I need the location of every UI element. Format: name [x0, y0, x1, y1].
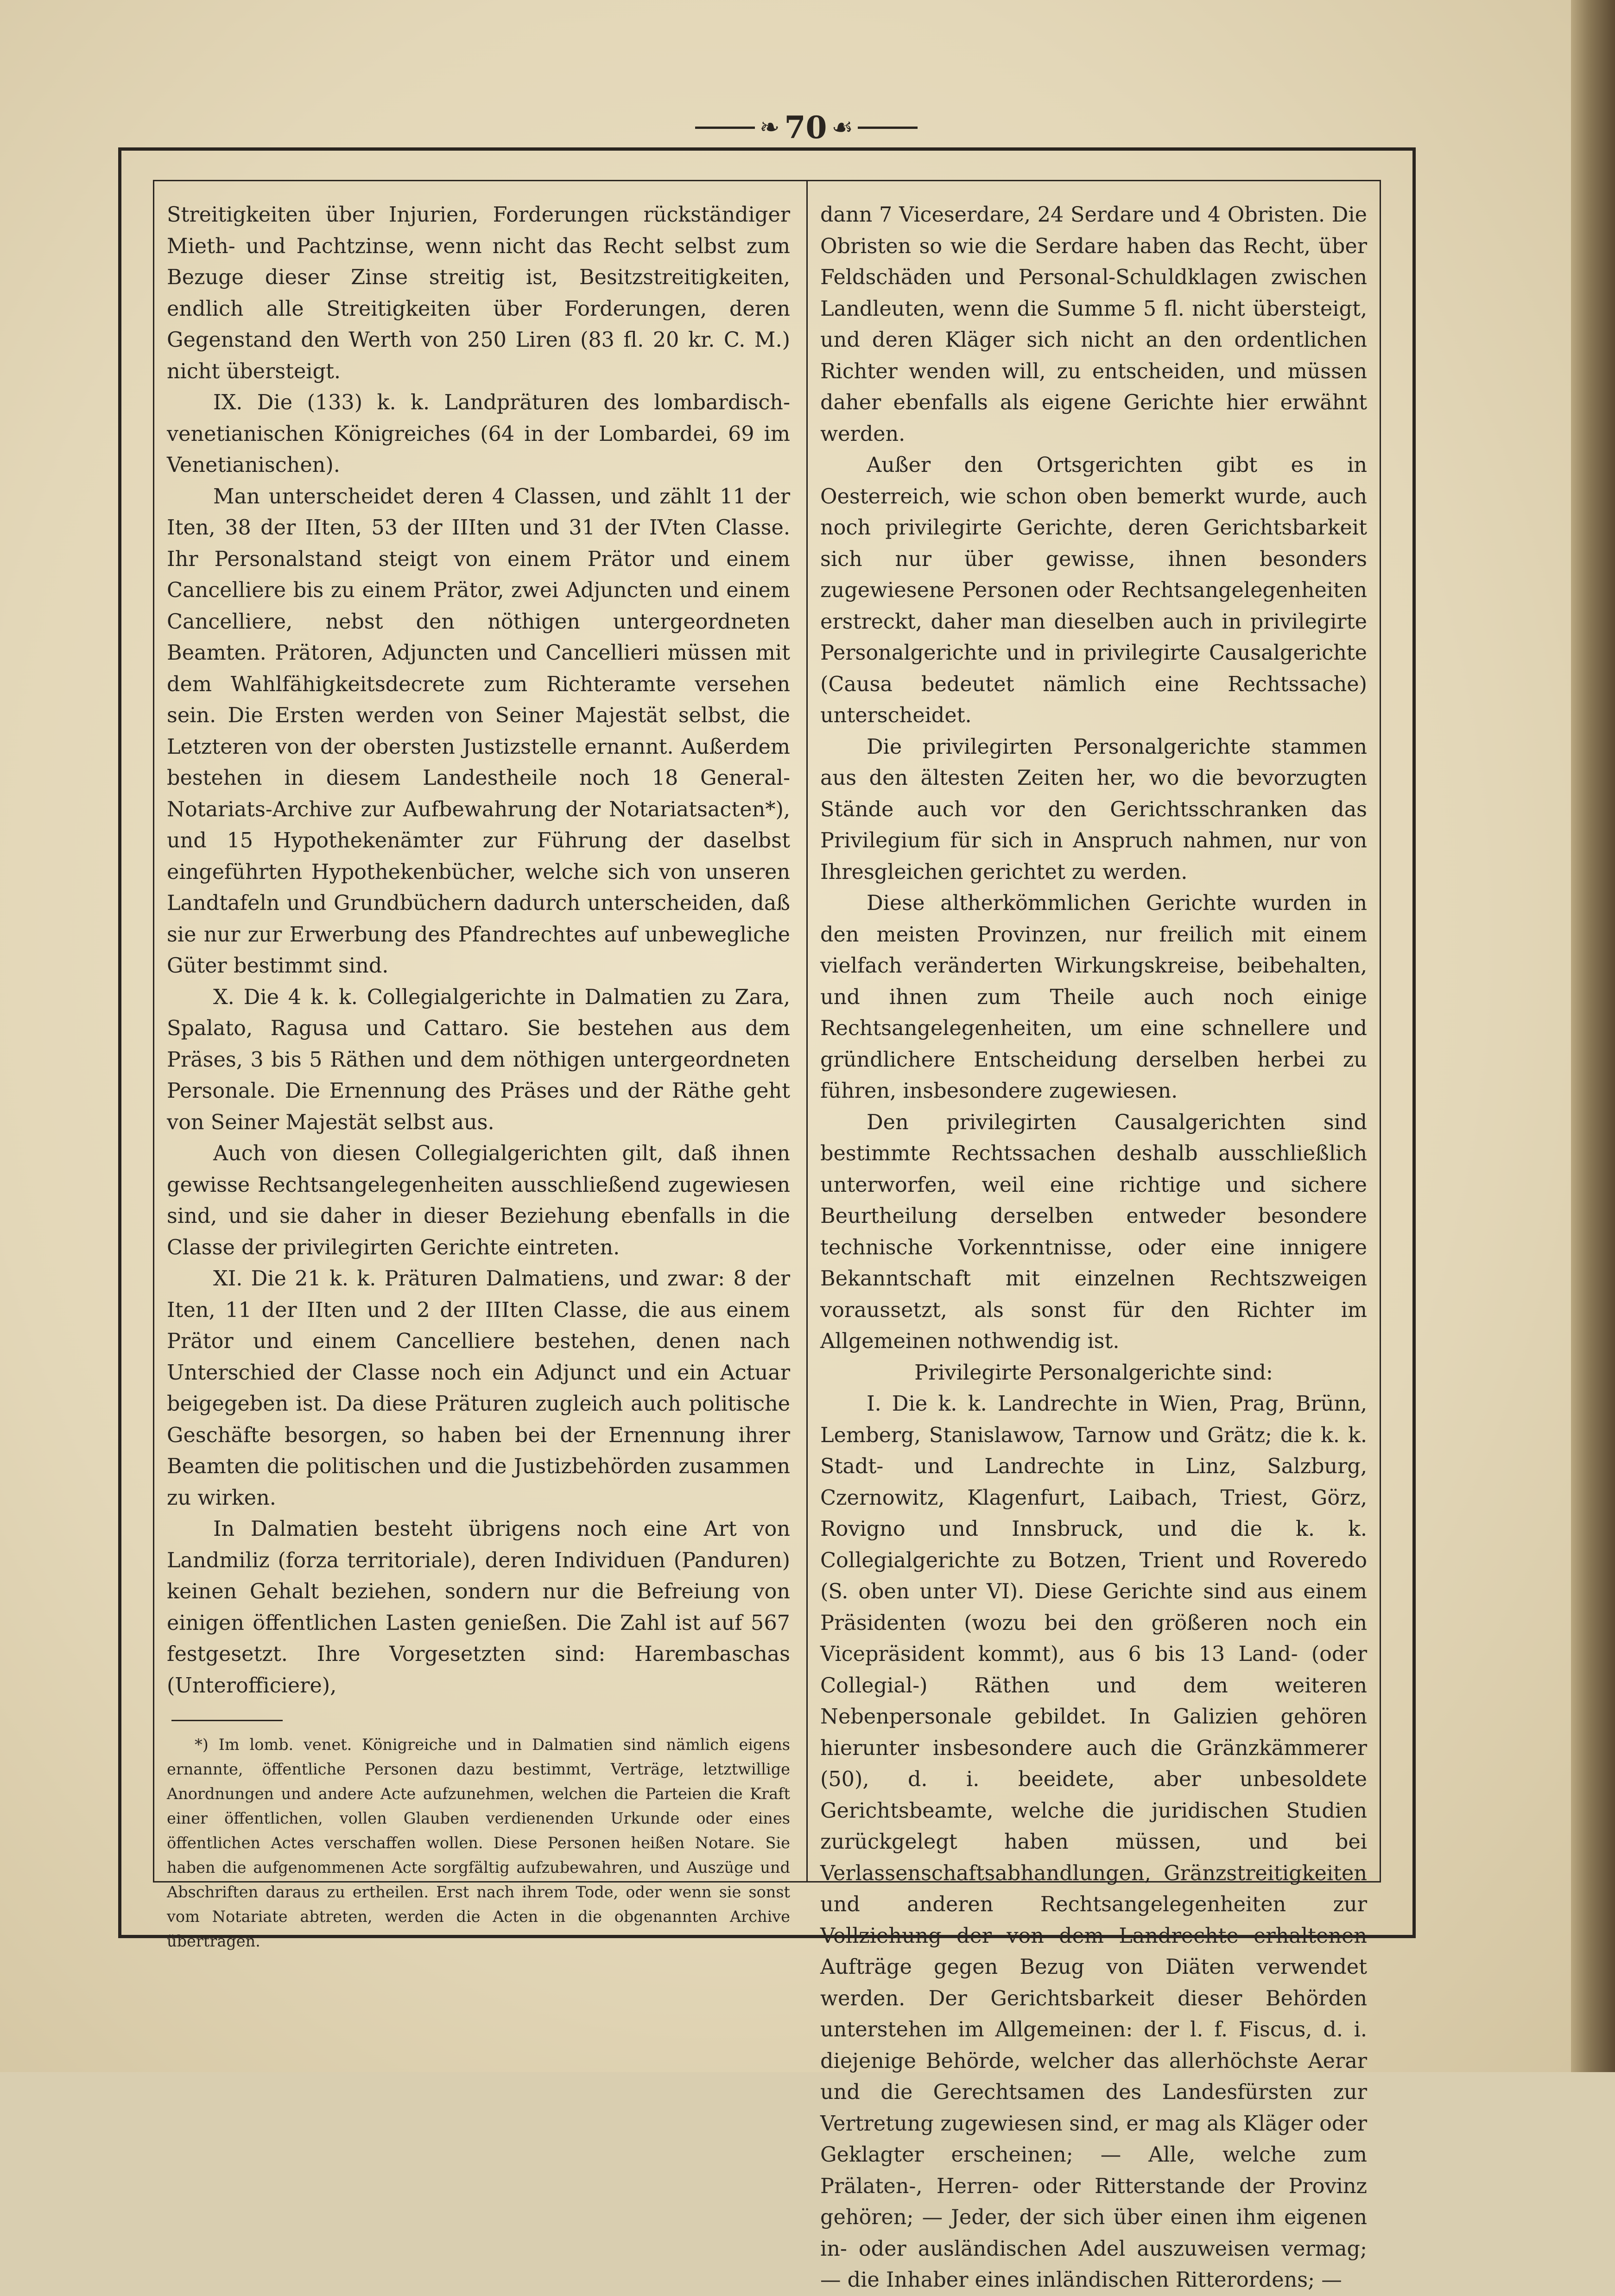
footnote [167, 1732, 790, 1953]
ornament-left-icon: ❧ [759, 114, 780, 141]
page-number: 70 [784, 109, 827, 146]
paragraph: dann 7 Viceserdare, 24 Serdare und 4 Obristen. Die Obristen so wie die Serdare haben das Recht, über Feldschäden und Personal-Schuldklagen zwischen Landleuten, wenn die Summe 5 fl. nicht übersteigt, und deren Kläger sich nicht an den ordentlichen Richter wenden will, zu entscheiden, und müssen daher ebenfalls als eigene Gerichte hier erwähnt werden. [820, 203, 1367, 446]
paragraph: I. Die k. k. Landrechte in Wien, Prag, Brünn, Lemberg, Stanislawow, Tarnow und Grätz; die k. k. Stadt- und Landrechte in Linz, Salzburg, Czernowitz, Klagenfurt, Laibach, Triest, Görz, Rovigno und Innsbruck, und die k. k. Collegialgerichte zu Botzen, Trient und Roveredo (S. oben unter VI). Diese Gerichte sind aus einem Präsidenten (wozu bei den größeren noch ein Vicepräsident kommt), aus 6 bis 13 Land- (oder Collegial-) Räthen und dem weiteren Nebenpersonale gebildet. In Galizien gehören hierunter insbesondere auch die Gränzkämmerer (50), d. i. beeidete, aber unbesoldete Gerichtsbeamte, welche die juridischen Studien zurückgelegt haben müssen, und bei Verlassenschaftsabhandlungen, Gränzstreitigkeiten und anderen Rechtsangelegenheiten zur Vollziehung der von dem Landrechte erhaltenen Aufträge gegen Bezug von Diäten verwendet werden. Der Gerichtsbarkeit dieser Behörden unterstehen im Allgemeinen: der l. f. Fiscus, d. i. diejenige Behörde, welcher das allerhöchste Aerar und die Gerechtsamen des Landesfürsten zur Vertretung zugewiesen sind, er mag als Kläger oder Geklagter erscheinen; — Alle, welche zum Prälaten-, Herren- oder Ritterstande der Provinz gehören; — Jeder, der sich über einen ihm eigenen in- oder ausländischen Adel auszuweisen vermag; — die Inhaber eines inländischen Ritterordens; — [820, 1392, 1367, 2292]
paragraph: Außer den Ortsgerichten gibt es in Oesterreich, wie schon oben bemerkt wurde, auch noch privilegirte Gerichte, deren Gerichtsbarkeit sich nur über gewisse, ihnen besonders zugewiesene Personen oder Rechtsangelegenheiten erstreckt, daher man dieselben auch in privilegirte Personalgerichte und in privilegirte Causalgerichte (Causa bedeutet nämlich eine Rechtssache) unterscheidet. [820, 453, 1367, 727]
section-heading: Privilegirte Personalgerichte sind: [914, 1361, 1273, 1385]
paragraph: X. Die 4 k. k. Collegialgerichte in Dalmatien zu Zara, Spalato, Ragusa und Cattaro. Sie bestehen aus dem Präses, 3 bis 5 Räthen und dem nöthigen untergeordneten Personale. Die Ernennung des Präses und der Räthe geht von Seiner Majestät selbst aus. [167, 985, 790, 1134]
paragraph: Den privilegirten Causalgerichten sind bestimmte Rechtssachen deshalb ausschließlich unterworfen, weil eine richtige und sichere Beurtheilung derselben entweder besondere technische Vorkenntnisse, oder eine innigere Bekanntschaft mit einzelnen Rechtszweigen voraussetzt, als sonst für den Richter im Allgemeinen nothwendig ist. [820, 1110, 1367, 1353]
paragraph: Die privilegirten Personalgerichte stammen aus den ältesten Zeiten her, wo die bevorzugten Stände auch vor den Gerichtsschranken das Privilegium für sich in Anspruch nahmen, nur von Ihresgleichen gerichtet zu werden. [820, 735, 1367, 884]
paragraph: IX. Die (133) k. k. Landpräturen des lombardisch-venetianischen Königreiches (64 in der Lombardei, 69 im Venetianischen). [167, 391, 790, 477]
footnote-rule [171, 1720, 283, 1721]
right-column [820, 199, 1367, 2296]
paragraph: XI. Die 21 k. k. Präturen Dalmatiens, und zwar: 8 der Iten, 11 der IIten und 2 der IIIten Classe, die aus einem Prätor und einem Cancelliere bestehen, denen nach Unterschied der Classe noch ein Adjunct und ein Actuar beigegeben ist. Da diese Präturen zugleich auch politische Geschäfte besorgen, so haben bei der Ernennung ihrer Beamten die politischen und die Justizbehörden zusammen zu wirken. [167, 1267, 790, 1510]
header-rule-right [858, 127, 918, 129]
ornament-right-icon: ☙ [831, 114, 854, 141]
paragraph: Auch von diesen Collegialgerichten gilt, daß ihnen gewisse Rechtsangelegenheiten ausschließend zugewiesen sind, und sie daher in dieser Beziehung ebenfalls in die Classe der privilegirten Gerichte eintreten. [167, 1142, 790, 1259]
paragraph: Man unterscheidet deren 4 Classen, und zählt 11 der Iten, 38 der IIten, 53 der IIIten und 31 der IVten Classe. Ihr Personalstand steigt von einem Prätor und einem Cancelliere bis zu einem Prätor, zwei Adjuncten und einem Cancelliere, nebst den nöthigen untergeordneten Beamten. Prätoren, Adjuncten und Cancellieri müssen mit dem Wahlfähigkeitsdecrete zum Richteramte versehen sein. Die Ersten werden von Seiner Majestät selbst, die Letzteren von der obersten Justizstelle ernannt. Außerdem bestehen in diesem Landestheile noch 18 General-Notariats-Archive zur Aufbewahrung der Notariatsacten*), und 15 Hypothekenämter zur Führung der daselbst eingeführten Hypothekenbücher, welche sich von unseren Landtafeln und Grundbüchern dadurch unterscheiden, daß sie nur zur Erwerbung des Pfandrechtes auf unbewegliche Güter bestimmt sind. [167, 484, 790, 978]
left-column [167, 199, 790, 1953]
header-rule-left [695, 127, 755, 129]
paragraph: In Dalmatien besteht übrigens noch eine Art von Landmiliz (forza territoriale), deren Individuen (Panduren) keinen Gehalt beziehen, sondern nur die Befreiung von einigen öffentlichen Lasten genießen. Die Zahl ist auf 567 festgesetzt. Ihre Vorgesetzten sind: Harembaschas (Unterofficiere), [167, 1517, 790, 1698]
paragraph: Streitigkeiten über Injurien, Forderungen rückständiger Mieth- und Pachtzinse, wenn nicht das Recht selbst zum Bezuge dieser Zinse streitig ist, Besitzstreitigkeiten, endlich alle Streitigkeiten über Forderungen, deren Gegenstand den Werth von 250 Liren (83 fl. 20 kr. C. M.) nicht übersteigt. [167, 203, 790, 383]
column-divider [806, 181, 808, 1882]
page-header [695, 109, 918, 146]
page-edge [1571, 0, 1615, 2072]
paragraph: Diese altherkömmlichen Gerichte wurden in den meisten Provinzen, nur freilich mit einem vielfach veränderten Wirkungskreise, beibehalten, und ihnen zum Theile auch noch einige Rechtsangelegenheiten, um eine schnellere und gründlichere Entscheidung derselben herbei zu führen, insbesondere zugewiesen. [820, 891, 1367, 1103]
footnote-text: *) Im lomb. venet. Königreiche und in Dalmatien sind nämlich eigens ernannte, öffentliche Personen dazu bestimmt, Verträge, letztwillige Anordnungen und andere Acte aufzunehmen, welchen die Parteien die Kraft einer öffentlichen, vollen Glauben verdienenden Urkunde oder eines öffentlichen Actes verschaffen wollen. Diese Personen heißen Notare. Sie haben die aufgenommenen Acte sorgfältig aufzubewahren, und Auszüge und Abschriften daraus zu ertheilen. Erst nach ihrem Tode, oder wenn sie sonst vom Notariate abtreten, werden die Acten in die obgenannten Archive übertragen. [167, 1736, 790, 1950]
